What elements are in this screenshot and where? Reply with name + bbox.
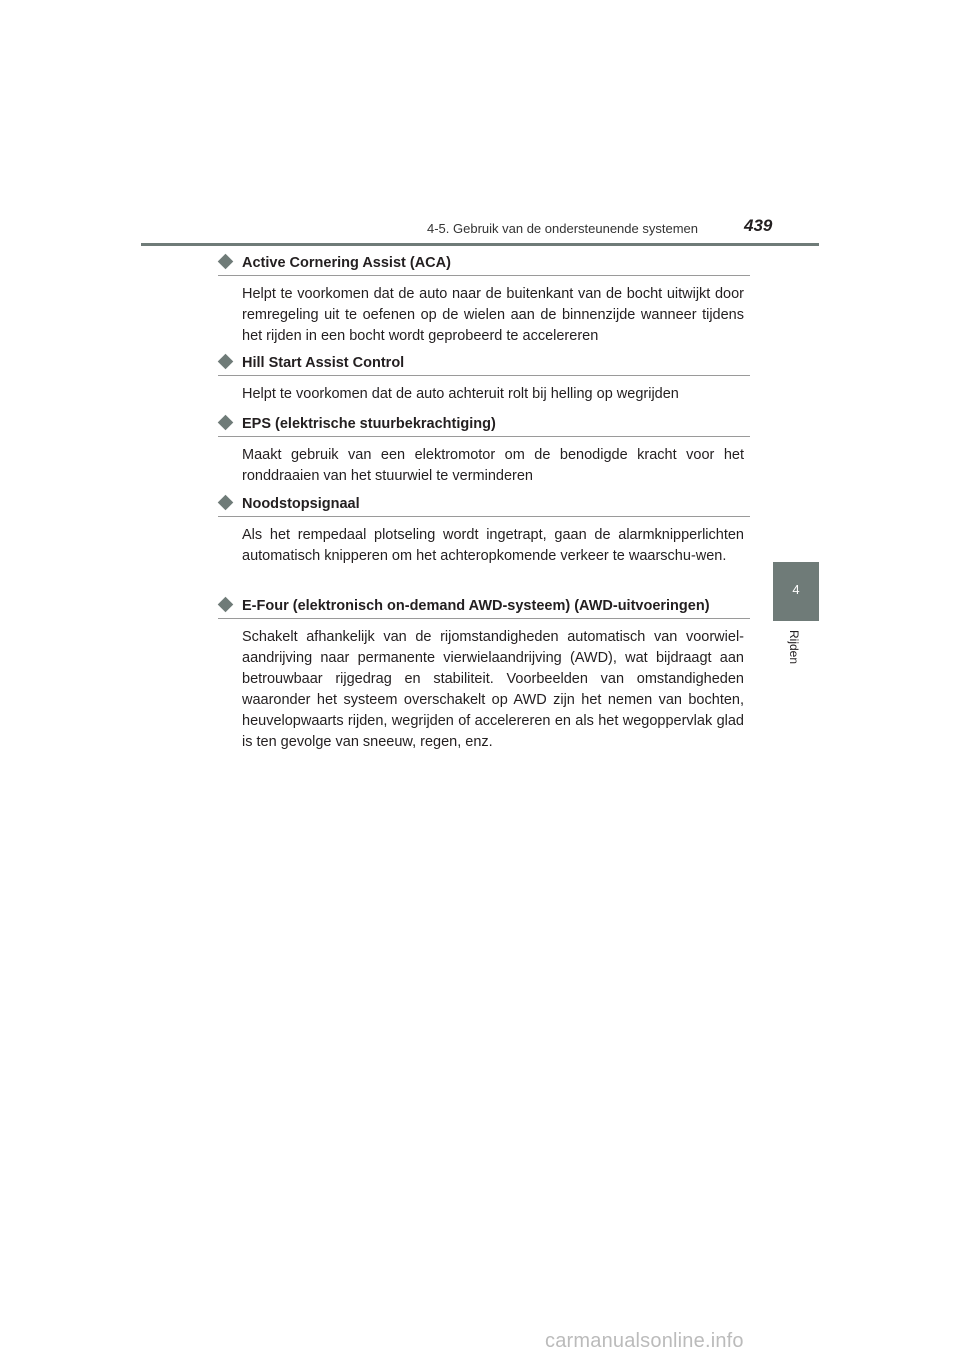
section-noodstop <box>218 494 750 567</box>
diamond-bullet-icon <box>218 254 234 270</box>
diamond-bullet-icon <box>218 597 234 613</box>
chapter-tab <box>773 562 819 621</box>
page-number: 439 <box>744 216 773 235</box>
header-divider <box>141 243 819 246</box>
diamond-bullet-icon <box>218 354 234 370</box>
chapter-label: Rijden <box>787 630 801 665</box>
section-body: Helpt te voorkomen dat de auto achteruit rolt bij helling op wegrijden <box>242 386 679 402</box>
section-body: Als het rempedaal plotseling wordt ingetrapt, gaan de alarmknipperlichten automatisch knipperen om het achteropkomende verkeer te waarschu-wen. <box>242 527 744 564</box>
section-heading <box>218 596 750 619</box>
diamond-bullet-icon <box>218 415 234 431</box>
section-body: Schakelt afhankelijk van de rijomstandigheden automatisch van voorwiel-aandrijving naar permanente vierwielaandrijving (AWD), wat bijdraagt aan betrouwbaar rijgedrag en stabiliteit. Voorbeelden van omstandigheden waaronder het systeem overschakelt op AWD zijn het nemen van bochten, heuvelopwaarts rijden, wegrijden of accelereren en als het wegoppervlak glad is ten gevolge van sneeuw, regen, enz. <box>242 629 744 750</box>
section-heading <box>218 253 750 276</box>
section-eps <box>218 414 750 487</box>
section-heading <box>218 494 750 517</box>
diamond-bullet-icon <box>218 495 234 511</box>
chapter-number: 4 <box>792 582 800 597</box>
section-body: Helpt te voorkomen dat de auto naar de buitenkant van de bocht uitwijkt door remregeling uit te oefenen op de wielen aan de binnenzijde wanneer tijdens het rijden in een bocht wordt geprobeerd te accelereren <box>242 286 744 344</box>
section-e-four <box>218 596 750 753</box>
section-heading-text: Active Cornering Assist (ACA) <box>242 255 451 271</box>
section-title: 4-5. Gebruik van de ondersteunende systemen <box>426 221 698 236</box>
section-heading-text: EPS (elektrische stuurbekrachtiging) <box>242 416 496 432</box>
page-header <box>0 0 960 250</box>
section-body: Maakt gebruik van een elektromotor om de benodigde kracht voor het ronddraaien van het stuurwiel te verminderen <box>242 447 744 484</box>
watermark: carmanualsonline.info <box>545 1330 744 1352</box>
section-heading-text: Noodstopsignaal <box>242 496 360 512</box>
section-aca <box>218 253 750 347</box>
section-heading-text: E-Four (elektronisch on-demand AWD-systeem) (AWD-uitvoeringen) <box>242 598 710 614</box>
section-hill-start <box>218 353 750 405</box>
section-heading-text: Hill Start Assist Control <box>242 355 405 371</box>
section-heading <box>218 414 750 437</box>
section-heading <box>218 353 750 376</box>
